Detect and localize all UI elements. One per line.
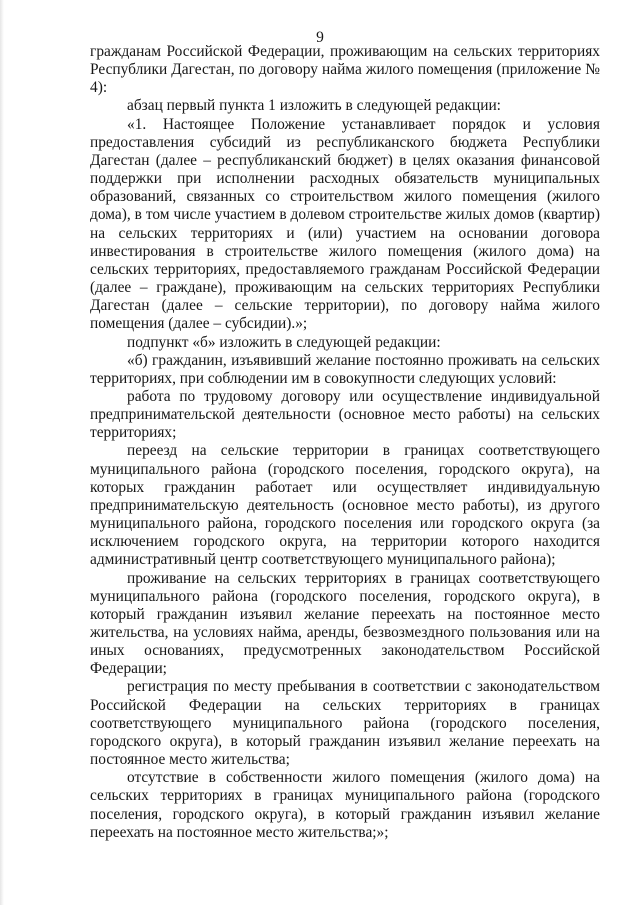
paragraph-10: отсутствие в собственности жилого помещения (жилого дома) на сельских территориях в границах муниципального района (городского поселения, городского округа), в который гражданин изъявил желание переехать на постоянное место жительства;»; [90,769,600,841]
paragraph-2: абзац первый пункта 1 изложить в следующей редакции: [127,97,501,115]
paragraph-5: «б) гражданин, изъявивший желание постоянно проживать на сельских территориях, при соблюдении им в совокупности следующих условий: [90,351,600,387]
paragraph-3: «1. Настоящее Положение устанавливает порядок и условия предоставления субсидий из республиканского бюджета Республики Дагестан (далее – республиканский бюджет) в целях оказания финансовой поддержки при исполнении расходных обязательств муниципальных образований, связанных со строительством жилого помещения (жилого дома), в том числе участием в долевом строительстве жилых домов (квартир) на сельских территориях и (или) участием на основании договора инвестирования в строительстве жилого помещения (жилого дома) на сельских территориях, предоставляемого гражданам Российской Федерации (далее – граждане), проживающим на сельских территориях Республики Дагестан (далее – сельские территории), по договору найма жилого помещения (далее – субсидии).»; [90,115,600,333]
paragraph-6: работа по трудовому договору или осуществление индивидуальной предпринимательской деятельности (основное место работы) на сельских территориях; [90,387,600,442]
paragraph-9: регистрация по месту пребывания в соответствии с законодательством Российской Федерации на сельских территориях в границах соответствующего муниципального района (городского поселения, городского округа), в который гражданин изъявил желание переехать на постоянное место жительства; [90,678,600,769]
paragraph-8: проживание на сельских территориях в границах соответствующего муниципального района (городского поселения, городского округа), в который гражданин изъявил желание переехать на постоянное место жительства, на условиях найма, аренды, безвозмездного пользования или на иных основаниях, предусмотренных законодательством Российской Федерации; [90,569,600,678]
paragraph-1: гражданам Российской Федерации, проживающим на сельских территориях Республики Дагестан, по договору найма жилого помещения (приложение № 4): [90,43,600,97]
paragraph-4: подпункт «б» изложить в следующей редакции: [127,333,441,351]
document-body [90,43,600,842]
page-number: 9 [316,29,324,46]
scan-edge-shadow [0,0,4,905]
paragraph-7: переезд на сельские территории в границах соответствующего муниципального района (городского поселения, городского округа), на которых гражданин работает или осуществляет индивидуальную предпринимательскую деятельность (основное место работы), из другого муниципального района, городского поселения или городского округа (за исключением городского округа, на территории которого находится административный центр соответствующего муниципального района); [90,442,600,569]
